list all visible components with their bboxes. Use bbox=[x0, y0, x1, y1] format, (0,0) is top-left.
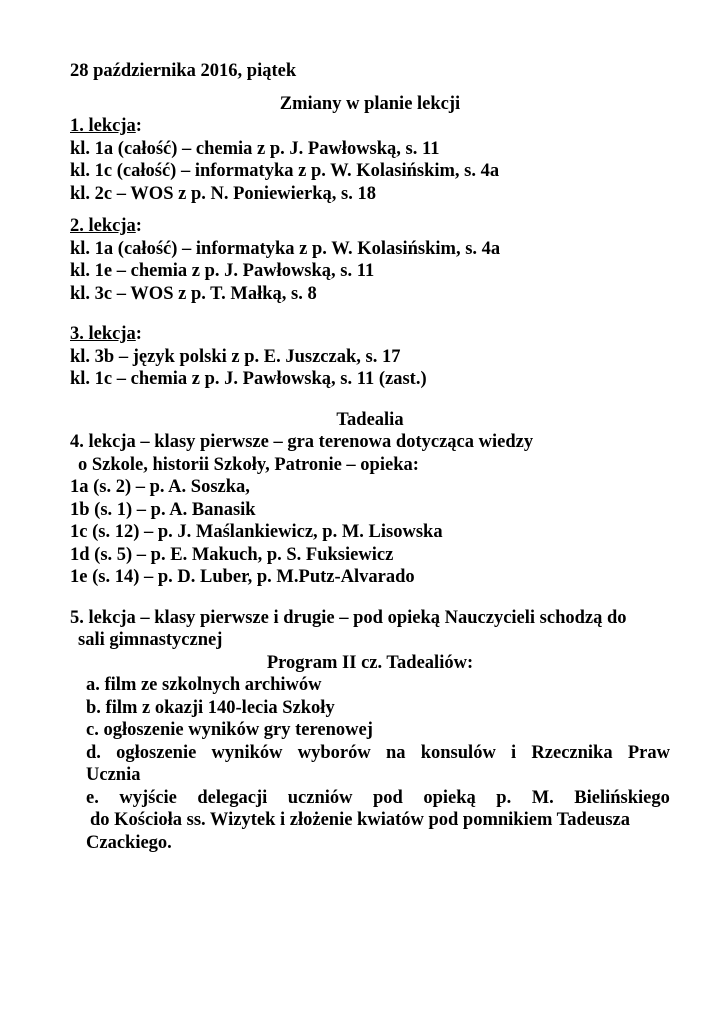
lesson-2-heading: 2. lekcja: bbox=[70, 216, 142, 236]
changes-title: Zmiany w planie lekcji bbox=[279, 93, 461, 114]
word: uczniów bbox=[287, 787, 353, 808]
program-item-b: b. film z okazji 140-lecia Szkoły bbox=[86, 697, 335, 718]
program-item-e bbox=[70, 787, 670, 810]
program-item-e-continued: do Kościoła ss. Wizytek i złożenie kwiatów pod pomnikiem Tadeusza bbox=[90, 810, 630, 830]
word: ogłoszenie bbox=[116, 742, 197, 763]
lesson-1-item: kl. 1a (całość) – chemia z p. J. Pawłowską, s. 11 bbox=[70, 138, 440, 159]
word: i bbox=[511, 742, 517, 763]
lesson-1-item: kl. 1c (całość) – informatyka z p. W. Kolasińskim, s. 4a bbox=[70, 161, 500, 181]
word: d. bbox=[86, 742, 101, 763]
lesson-2-item: kl. 1e – chemia z p. J. Pawłowską, s. 11 bbox=[70, 261, 375, 281]
class-supervision-item: 1d (s. 5) – p. E. Makuch, p. S. Fuksiewicz bbox=[70, 544, 394, 565]
lesson-3-item: kl. 3b – język polski z p. E. Juszczak, s. 17 bbox=[70, 346, 401, 367]
lesson-1-item: kl. 2c – WOS z p. N. Poniewierką, s. 18 bbox=[70, 183, 376, 204]
program-title: Program II cz. Tadealiów: bbox=[266, 652, 474, 673]
tadealia-title: Tadealia bbox=[336, 409, 404, 430]
lesson-2-item: kl. 1a (całość) – informatyka z p. W. Kolasińskim, s. 4a bbox=[70, 238, 501, 259]
word: p. bbox=[496, 787, 512, 808]
lesson-1-heading-text: 1. lekcja bbox=[70, 116, 136, 136]
word: M. bbox=[531, 787, 554, 808]
class-supervision-item: 1c (s. 12) – p. J. Maślankiewicz, p. M. Lisowska bbox=[70, 522, 443, 542]
lesson-5-text: 5. lekcja – klasy pierwsze i drugie – pod opieką Nauczycieli schodzą do bbox=[70, 607, 627, 628]
program-item-c: c. ogłoszenie wyników gry terenowej bbox=[86, 720, 373, 740]
word: delegacji bbox=[197, 787, 268, 808]
word: Bielińskiego bbox=[574, 787, 670, 808]
program-item-e-end: Czackiego. bbox=[86, 832, 172, 853]
lesson-4-text: 4. lekcja – klasy pierwsze – gra terenowa dotycząca wiedzy bbox=[70, 432, 534, 452]
program-item-a: a. film ze szkolnych archiwów bbox=[86, 675, 322, 695]
program-item-d bbox=[70, 742, 670, 765]
lesson-5-text-continued: sali gimnastycznej bbox=[78, 630, 223, 650]
word: e. bbox=[86, 787, 99, 808]
class-supervision-item: 1a (s. 2) – p. A. Soszka, bbox=[70, 477, 250, 497]
lesson-3-heading: 3. lekcja: bbox=[70, 324, 142, 344]
lesson-2-item: kl. 3c – WOS z p. T. Małką, s. 8 bbox=[70, 283, 317, 304]
word: opieką bbox=[423, 787, 476, 808]
word: Rzecznika bbox=[531, 742, 613, 763]
word: pod bbox=[373, 787, 403, 808]
lesson-2-heading-text: 2. lekcja bbox=[70, 216, 136, 236]
word: Praw bbox=[627, 742, 670, 763]
class-supervision-item: 1e (s. 14) – p. D. Luber, p. M.Putz-Alvarado bbox=[70, 567, 415, 587]
lesson-3-heading-text: 3. lekcja bbox=[70, 324, 136, 344]
class-supervision-item: 1b (s. 1) – p. A. Banasik bbox=[70, 499, 256, 520]
document-date: 28 października 2016, piątek bbox=[70, 61, 297, 81]
document-page bbox=[70, 60, 670, 854]
word: wyników bbox=[211, 742, 283, 763]
word: wyborów bbox=[297, 742, 371, 763]
lesson-1-heading: 1. lekcja: bbox=[70, 116, 142, 136]
word: na bbox=[385, 742, 406, 763]
lesson-4-text-continued: o Szkole, historii Szkoły, Patronie – opieka: bbox=[78, 454, 419, 475]
word: konsulów bbox=[420, 742, 496, 763]
program-item-d-continued: Ucznia bbox=[86, 765, 141, 785]
word: wyjście bbox=[119, 787, 177, 808]
lesson-3-item: kl. 1c – chemia z p. J. Pawłowską, s. 11 (zast.) bbox=[70, 369, 427, 389]
